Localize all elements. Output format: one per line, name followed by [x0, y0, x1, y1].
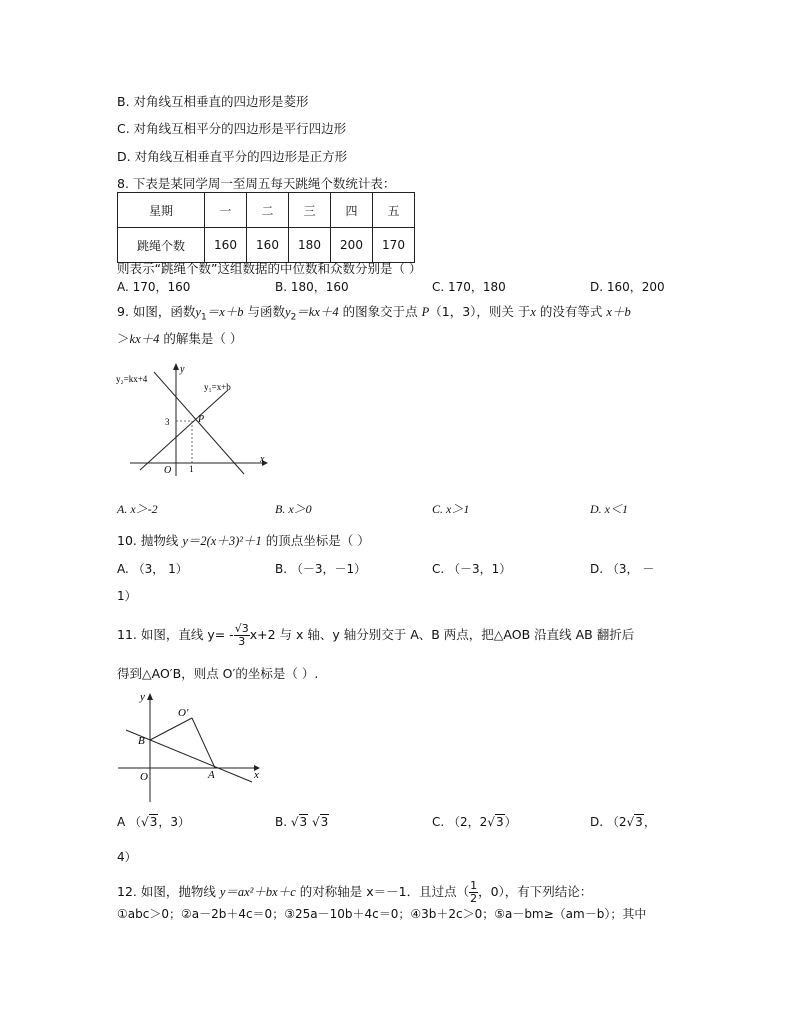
label-x: x — [260, 454, 265, 465]
q8-option-b: B. 180，160 — [275, 280, 349, 294]
q12-text: ，0），有下列结论： — [478, 884, 593, 899]
q10-text: 的顶点坐标是（ ） — [261, 533, 370, 548]
q11-stem-line2: 得到△AO′B，则点 O′的坐标是（ ）. — [117, 666, 319, 681]
label-y: y — [180, 364, 185, 375]
y-axis-arrow — [173, 363, 179, 370]
q9-xvar: x — [530, 305, 536, 319]
q9-text: ＞ — [117, 331, 130, 346]
q9-text: 的没有等式 — [535, 304, 607, 319]
q8-option-c: C. 170，180 — [432, 280, 506, 294]
q11-sqrt: 3 — [495, 815, 504, 829]
label-b: B — [138, 735, 145, 747]
label-x: x — [254, 769, 259, 781]
label-origin: O — [164, 465, 172, 476]
q8-stem: 8. 下表是某同学周一至周五每天跳绳个数统计表： — [117, 176, 396, 191]
q11-sqrt: 3 — [320, 815, 329, 829]
table-cell: 三 — [289, 193, 331, 228]
q9-sub1: 1 — [200, 312, 207, 323]
q8-option-d: D. 160，200 — [590, 280, 665, 294]
label-y: y — [140, 691, 145, 703]
segment-b-op — [150, 718, 192, 740]
q9-option-d: D. x＜1 — [590, 502, 628, 516]
q9-option-c: C. x＞1 — [432, 502, 470, 516]
label-o-prime: O′ — [178, 707, 189, 719]
q12-text: 的对称轴是 x＝－1．且过点（ — [295, 884, 470, 899]
q10-option-b: B. （－3，－1） — [275, 562, 367, 576]
q11-fraction — [234, 623, 250, 648]
q11-opt-text: A （ — [117, 815, 142, 829]
q10-expr: y＝2(x＋3)²＋1 — [182, 534, 262, 548]
q9-ineq1: x＋b — [606, 305, 631, 319]
q11-text: 11. 如图，直线 y= - — [117, 627, 234, 642]
q12-frac-num: 1 — [470, 879, 478, 892]
q11-frac-num: √3 — [234, 622, 249, 635]
q10-option-d: D. （3， － — [590, 562, 655, 576]
q12-text: 12. 如图，抛物线 — [117, 884, 220, 899]
q9-stem-line2 — [117, 331, 242, 347]
q12-fraction — [469, 880, 478, 905]
q12-expr: y＝ax²＋bx＋c — [219, 885, 296, 899]
table-cell: 星期 — [118, 193, 205, 228]
table-cell: 170 — [373, 228, 415, 263]
q7-option-c: C. 对角线互相平分的四边形是平行四边形 — [117, 121, 347, 136]
label-origin: O — [140, 771, 148, 783]
q12-stem-line1 — [117, 878, 592, 906]
label-1: 1 — [189, 464, 194, 474]
q8-question: 则表示“跳绳个数”这组数据的中位数和众数分别是（ ） — [117, 261, 422, 276]
q11-option-c: C. （2，2√3） — [432, 815, 517, 829]
q9-point: P — [421, 305, 430, 319]
q11-option-b: B. √3 √3 — [275, 815, 329, 829]
q9-y1: y — [195, 305, 201, 319]
table-cell: 一 — [205, 193, 247, 228]
q9-eq1: ＝x＋b — [206, 305, 244, 319]
q9-y2: y — [285, 305, 291, 319]
q11-stem-line1 — [117, 622, 634, 648]
label-y2: y₂=kx+4 — [116, 374, 148, 384]
table-cell: 二 — [247, 193, 289, 228]
q11-opt-text: ， — [643, 815, 656, 829]
q10-option-d-cont: 1） — [117, 589, 137, 603]
q9-option-b: B. x＞0 — [275, 502, 312, 516]
q9-sub2: 2 — [290, 312, 297, 323]
label-y1: y₁=x+b — [204, 382, 231, 392]
q10-stem — [117, 533, 370, 549]
table-cell: 跳绳个数 — [118, 228, 205, 263]
q10-option-a: A. （3， 1） — [117, 562, 188, 576]
q9-text: 与函数 — [243, 304, 285, 319]
q7-option-d: D. 对角线互相垂直平分的四边形是正方形 — [117, 149, 348, 164]
table-cell: 200 — [331, 228, 373, 263]
q11-text: x+2 与 x 轴、y 轴分别交于 A、B 两点，把△AOB 沿直线 AB 翻折后 — [249, 627, 635, 642]
table-cell: 四 — [331, 193, 373, 228]
line-y1 — [140, 390, 228, 470]
q11-opt-text: ） — [504, 815, 517, 829]
q7-option-b: B. 对角线互相垂直的四边形是菱形 — [117, 94, 309, 109]
table-row — [118, 193, 415, 228]
q11-option-d: D. （2√3， — [590, 815, 656, 829]
q9-ineq2: kx＋4 — [129, 332, 160, 346]
q12-frac-den: 2 — [470, 892, 478, 905]
q12-stem-line2: ①abc＞0；②a－2b＋4c＝0；③25a－10b＋4c＝0；④3b＋2c＞0；⑤a－bm≥（am－b）；其中 — [117, 907, 647, 921]
q11-option-d-cont: 4） — [117, 850, 137, 864]
table-cell: 160 — [247, 228, 289, 263]
table-cell: 五 — [373, 193, 415, 228]
table-cell: 160 — [205, 228, 247, 263]
q11-sqrt: 3 — [635, 815, 643, 829]
q9-text: （1，3），则关 于 — [429, 304, 531, 319]
q11-opt-text: D. （2 — [590, 815, 627, 829]
q11-frac-den: 3 — [238, 635, 246, 648]
table-cell: 180 — [289, 228, 331, 263]
q9-option-a: A. x＞-2 — [117, 502, 158, 516]
q11-sqrt: 3 — [299, 815, 308, 829]
label-p: P — [198, 414, 205, 425]
q11-option-a: A （√3，3） — [117, 815, 190, 829]
q10-text: 10. 抛物线 — [117, 533, 183, 548]
q11-opt-text: B. — [275, 815, 291, 829]
q9-eq2: ＝kx＋4 — [296, 305, 339, 319]
q8-table — [117, 192, 415, 263]
q11-graph — [112, 688, 272, 806]
label-a: A — [208, 769, 215, 781]
q10-option-c: C. （－3，1） — [432, 562, 512, 576]
q11-opt-text: C. （2，2 — [432, 815, 488, 829]
q9-graph — [112, 358, 272, 478]
label-3: 3 — [165, 417, 170, 427]
q9-text: 9. 如图，函数 — [117, 304, 196, 319]
table-row — [118, 228, 415, 263]
q9-text: 的图象交于点 — [338, 304, 422, 319]
q9-stem-line1 — [117, 304, 631, 326]
y-axis-arrow — [147, 693, 153, 700]
q11-sqrt: 3 — [149, 815, 158, 829]
q11-opt-text: ，3） — [158, 815, 190, 829]
q9-text: 的解集是（ ） — [159, 331, 243, 346]
q8-option-a: A. 170，160 — [117, 280, 191, 294]
segment-op-a — [192, 718, 215, 768]
